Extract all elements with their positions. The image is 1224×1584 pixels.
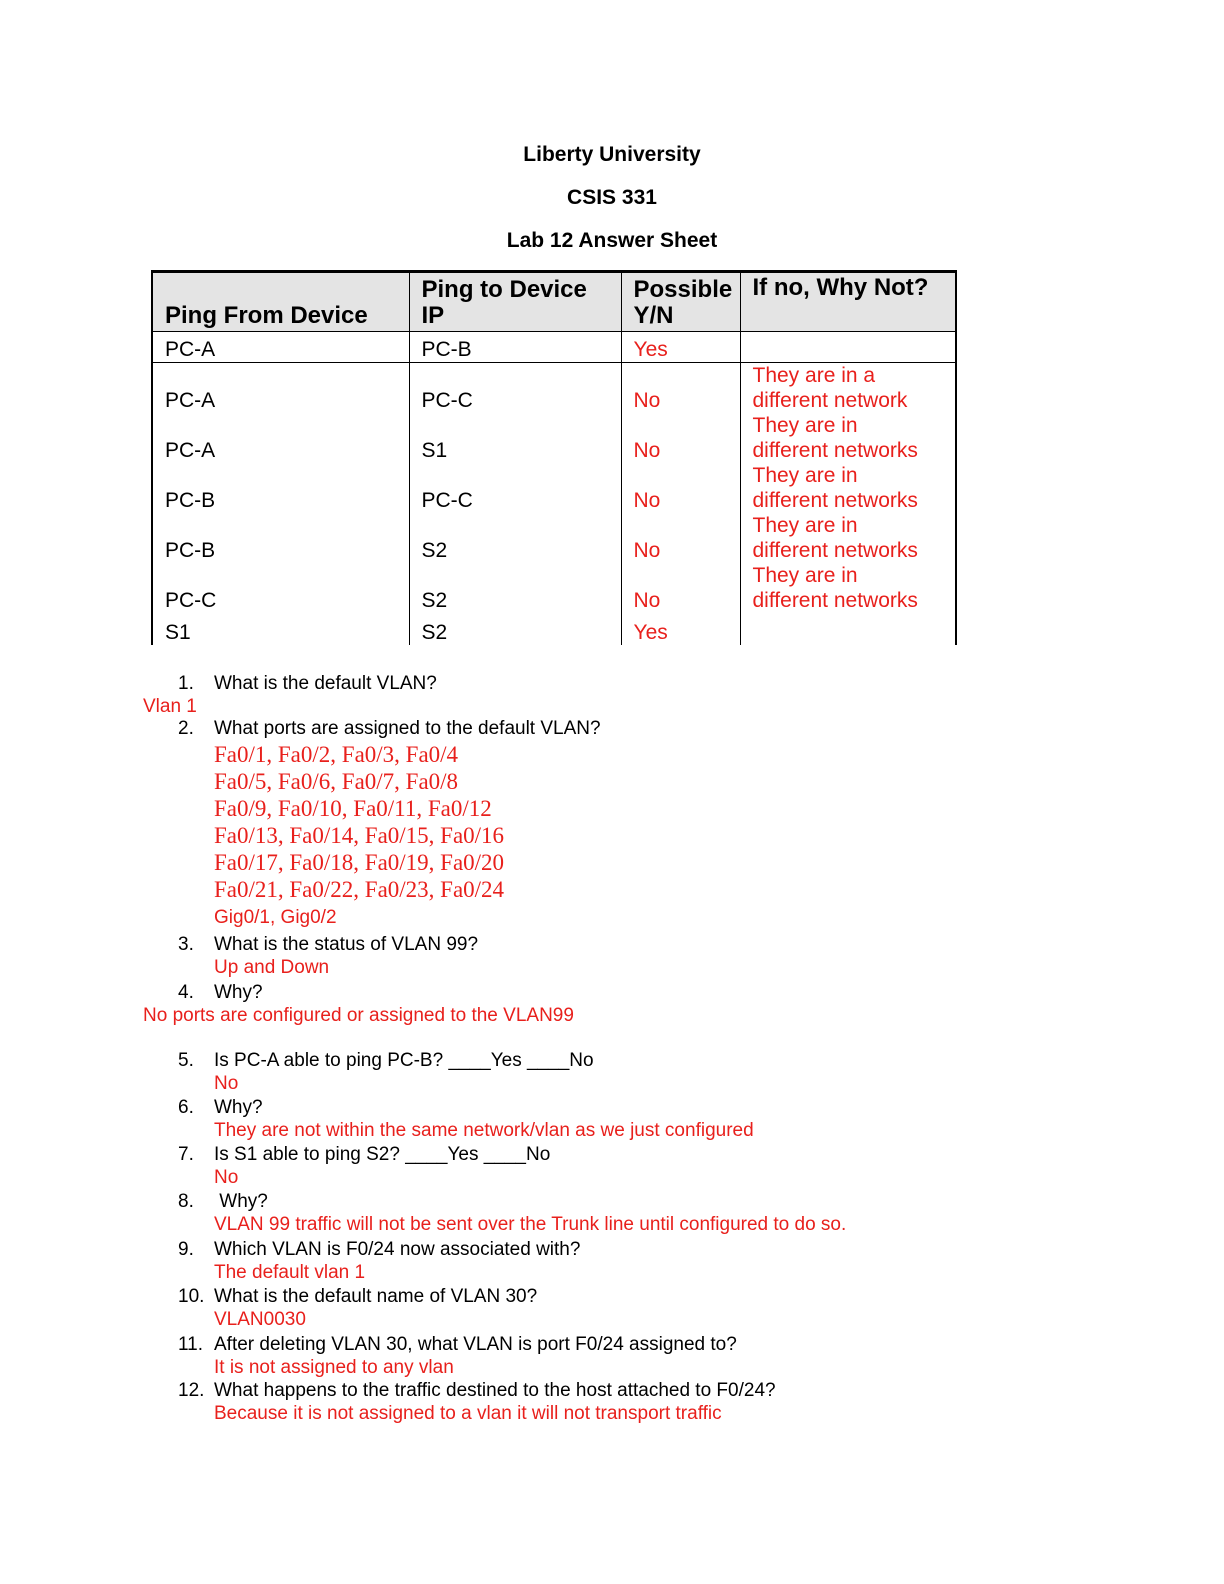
table-row [152, 513, 956, 563]
question-text: Why? [214, 1191, 268, 1212]
answer-port-line: Gig0/1, Gig0/2 [214, 907, 337, 928]
ping-from-cell: PC-B [152, 513, 409, 563]
answer-text: They are not within the same network/vlan as we just configured [214, 1120, 754, 1141]
question-text: What happens to the traffic destined to the host attached to F0/24? [214, 1380, 776, 1401]
question-item [178, 1334, 737, 1356]
table-row [152, 363, 956, 414]
possible-cell: Yes [621, 613, 740, 645]
reason-cell [740, 513, 956, 563]
question-number: 8. [178, 1191, 194, 1212]
table-row [152, 332, 956, 363]
ping-from-cell: PC-A [152, 332, 409, 363]
question-number: 11. [178, 1334, 204, 1355]
column-header: If no, Why Not? [740, 272, 956, 332]
answer-text: No [214, 1167, 239, 1188]
ping-to-cell: PC-B [409, 332, 621, 363]
reason-line: They are in [752, 514, 858, 537]
answer-text: VLAN 99 traffic will not be sent over the Trunk line until configured to do so. [214, 1214, 847, 1235]
doc-title-university: Liberty University [523, 143, 701, 166]
ping-from-cell: S1 [152, 613, 409, 645]
reason-cell [740, 563, 956, 613]
possible-cell: No [621, 513, 740, 563]
question-number: 1. [178, 673, 194, 694]
answer-text: Vlan 1 [143, 696, 197, 717]
ping-from-cell: PC-B [152, 463, 409, 513]
question-text: What ports are assigned to the default VLAN? [214, 718, 601, 739]
answer-text: VLAN0030 [214, 1309, 306, 1330]
reason-line: different networks [752, 539, 918, 562]
ping-to-cell: S2 [409, 513, 621, 563]
question-text: What is the status of VLAN 99? [214, 934, 479, 955]
question-number: 9. [178, 1239, 194, 1260]
column-header: Ping From Device [152, 272, 409, 332]
reason-line: different networks [752, 589, 918, 612]
answer-port-line: Fa0/21, Fa0/22, Fa0/23, Fa0/24 [214, 877, 505, 902]
question-text: Why? [214, 1097, 263, 1118]
answer-port-line: Fa0/1, Fa0/2, Fa0/3, Fa0/4 [214, 742, 459, 767]
possible-cell: No [621, 413, 740, 463]
answer-text: It is not assigned to any vlan [214, 1357, 454, 1378]
question-text: What is the default VLAN? [214, 673, 437, 694]
answer-text: The default vlan 1 [214, 1262, 366, 1283]
question-text: Why? [214, 982, 263, 1003]
answer-text: No ports are configured or assigned to the VLAN99 [143, 1005, 574, 1026]
column-header: Possible Y/N [621, 272, 740, 332]
ping-to-cell: S1 [409, 413, 621, 463]
question-item [178, 1097, 263, 1119]
reason-cell [740, 363, 956, 414]
answer-text: No [214, 1073, 239, 1094]
question-item [178, 718, 601, 740]
ping-from-cell: PC-A [152, 363, 409, 414]
question-text: Is S1 able to ping S2? ____Yes ____No [214, 1144, 551, 1165]
answer-port-line: Fa0/5, Fa0/6, Fa0/7, Fa0/8 [214, 769, 459, 794]
answer-port-line: Fa0/13, Fa0/14, Fa0/15, Fa0/16 [214, 823, 505, 848]
possible-cell: No [621, 363, 740, 414]
question-text: Is PC-A able to ping PC-B? ____Yes ____No [214, 1050, 594, 1071]
reason-cell [740, 463, 956, 513]
table-row [152, 563, 956, 613]
ping-table [151, 270, 957, 645]
answer-port-line: Fa0/9, Fa0/10, Fa0/11, Fa0/12 [214, 796, 492, 821]
question-item [178, 1239, 580, 1261]
reason-line: They are in a [752, 364, 876, 387]
ping-from-cell: PC-A [152, 413, 409, 463]
question-item [178, 1286, 537, 1308]
reason-line: They are in [752, 564, 858, 587]
ping-to-cell: PC-C [409, 463, 621, 513]
ping-to-cell: PC-C [409, 363, 621, 414]
answer-text: Because it is not assigned to a vlan it will not transport traffic [214, 1403, 722, 1424]
question-item [178, 934, 478, 956]
reason-cell [740, 332, 956, 363]
ping-to-cell: S2 [409, 613, 621, 645]
possible-cell: No [621, 563, 740, 613]
question-text: Which VLAN is F0/24 now associated with? [214, 1239, 581, 1260]
question-number: 6. [178, 1097, 194, 1118]
answer-port-line: Fa0/17, Fa0/18, Fa0/19, Fa0/20 [214, 850, 505, 875]
ping-table-header [152, 272, 956, 332]
doc-title-course: CSIS 331 [567, 186, 657, 209]
question-number: 7. [178, 1144, 194, 1165]
ping-from-cell: PC-C [152, 563, 409, 613]
question-item [178, 1191, 268, 1213]
reason-cell [740, 613, 956, 645]
question-item [178, 1050, 594, 1072]
question-item [178, 982, 263, 1004]
table-row [152, 613, 956, 645]
reason-line: different network [752, 389, 908, 412]
reason-line: different networks [752, 439, 918, 462]
question-item [178, 673, 437, 695]
reason-cell [740, 413, 956, 463]
table-row [152, 413, 956, 463]
question-item [178, 1144, 550, 1166]
column-header: Ping to Device IP [409, 272, 621, 332]
question-text: After deleting VLAN 30, what VLAN is port F0/24 assigned to? [214, 1334, 737, 1355]
question-number: 2. [178, 718, 194, 739]
possible-cell: Yes [621, 332, 740, 363]
question-number: 4. [178, 982, 194, 1003]
possible-cell: No [621, 463, 740, 513]
reason-line: They are in [752, 414, 858, 437]
ping-to-cell: S2 [409, 563, 621, 613]
question-number: 10. [178, 1286, 205, 1307]
doc-title-lab: Lab 12 Answer Sheet [506, 229, 718, 252]
reason-line: They are in [752, 464, 858, 487]
reason-line: different networks [752, 489, 918, 512]
question-item [178, 1380, 776, 1402]
question-number: 12. [178, 1380, 205, 1401]
table-row [152, 463, 956, 513]
question-text: What is the default name of VLAN 30? [214, 1286, 538, 1307]
question-number: 5. [178, 1050, 194, 1071]
question-number: 3. [178, 934, 194, 955]
answer-text: Up and Down [214, 957, 330, 978]
